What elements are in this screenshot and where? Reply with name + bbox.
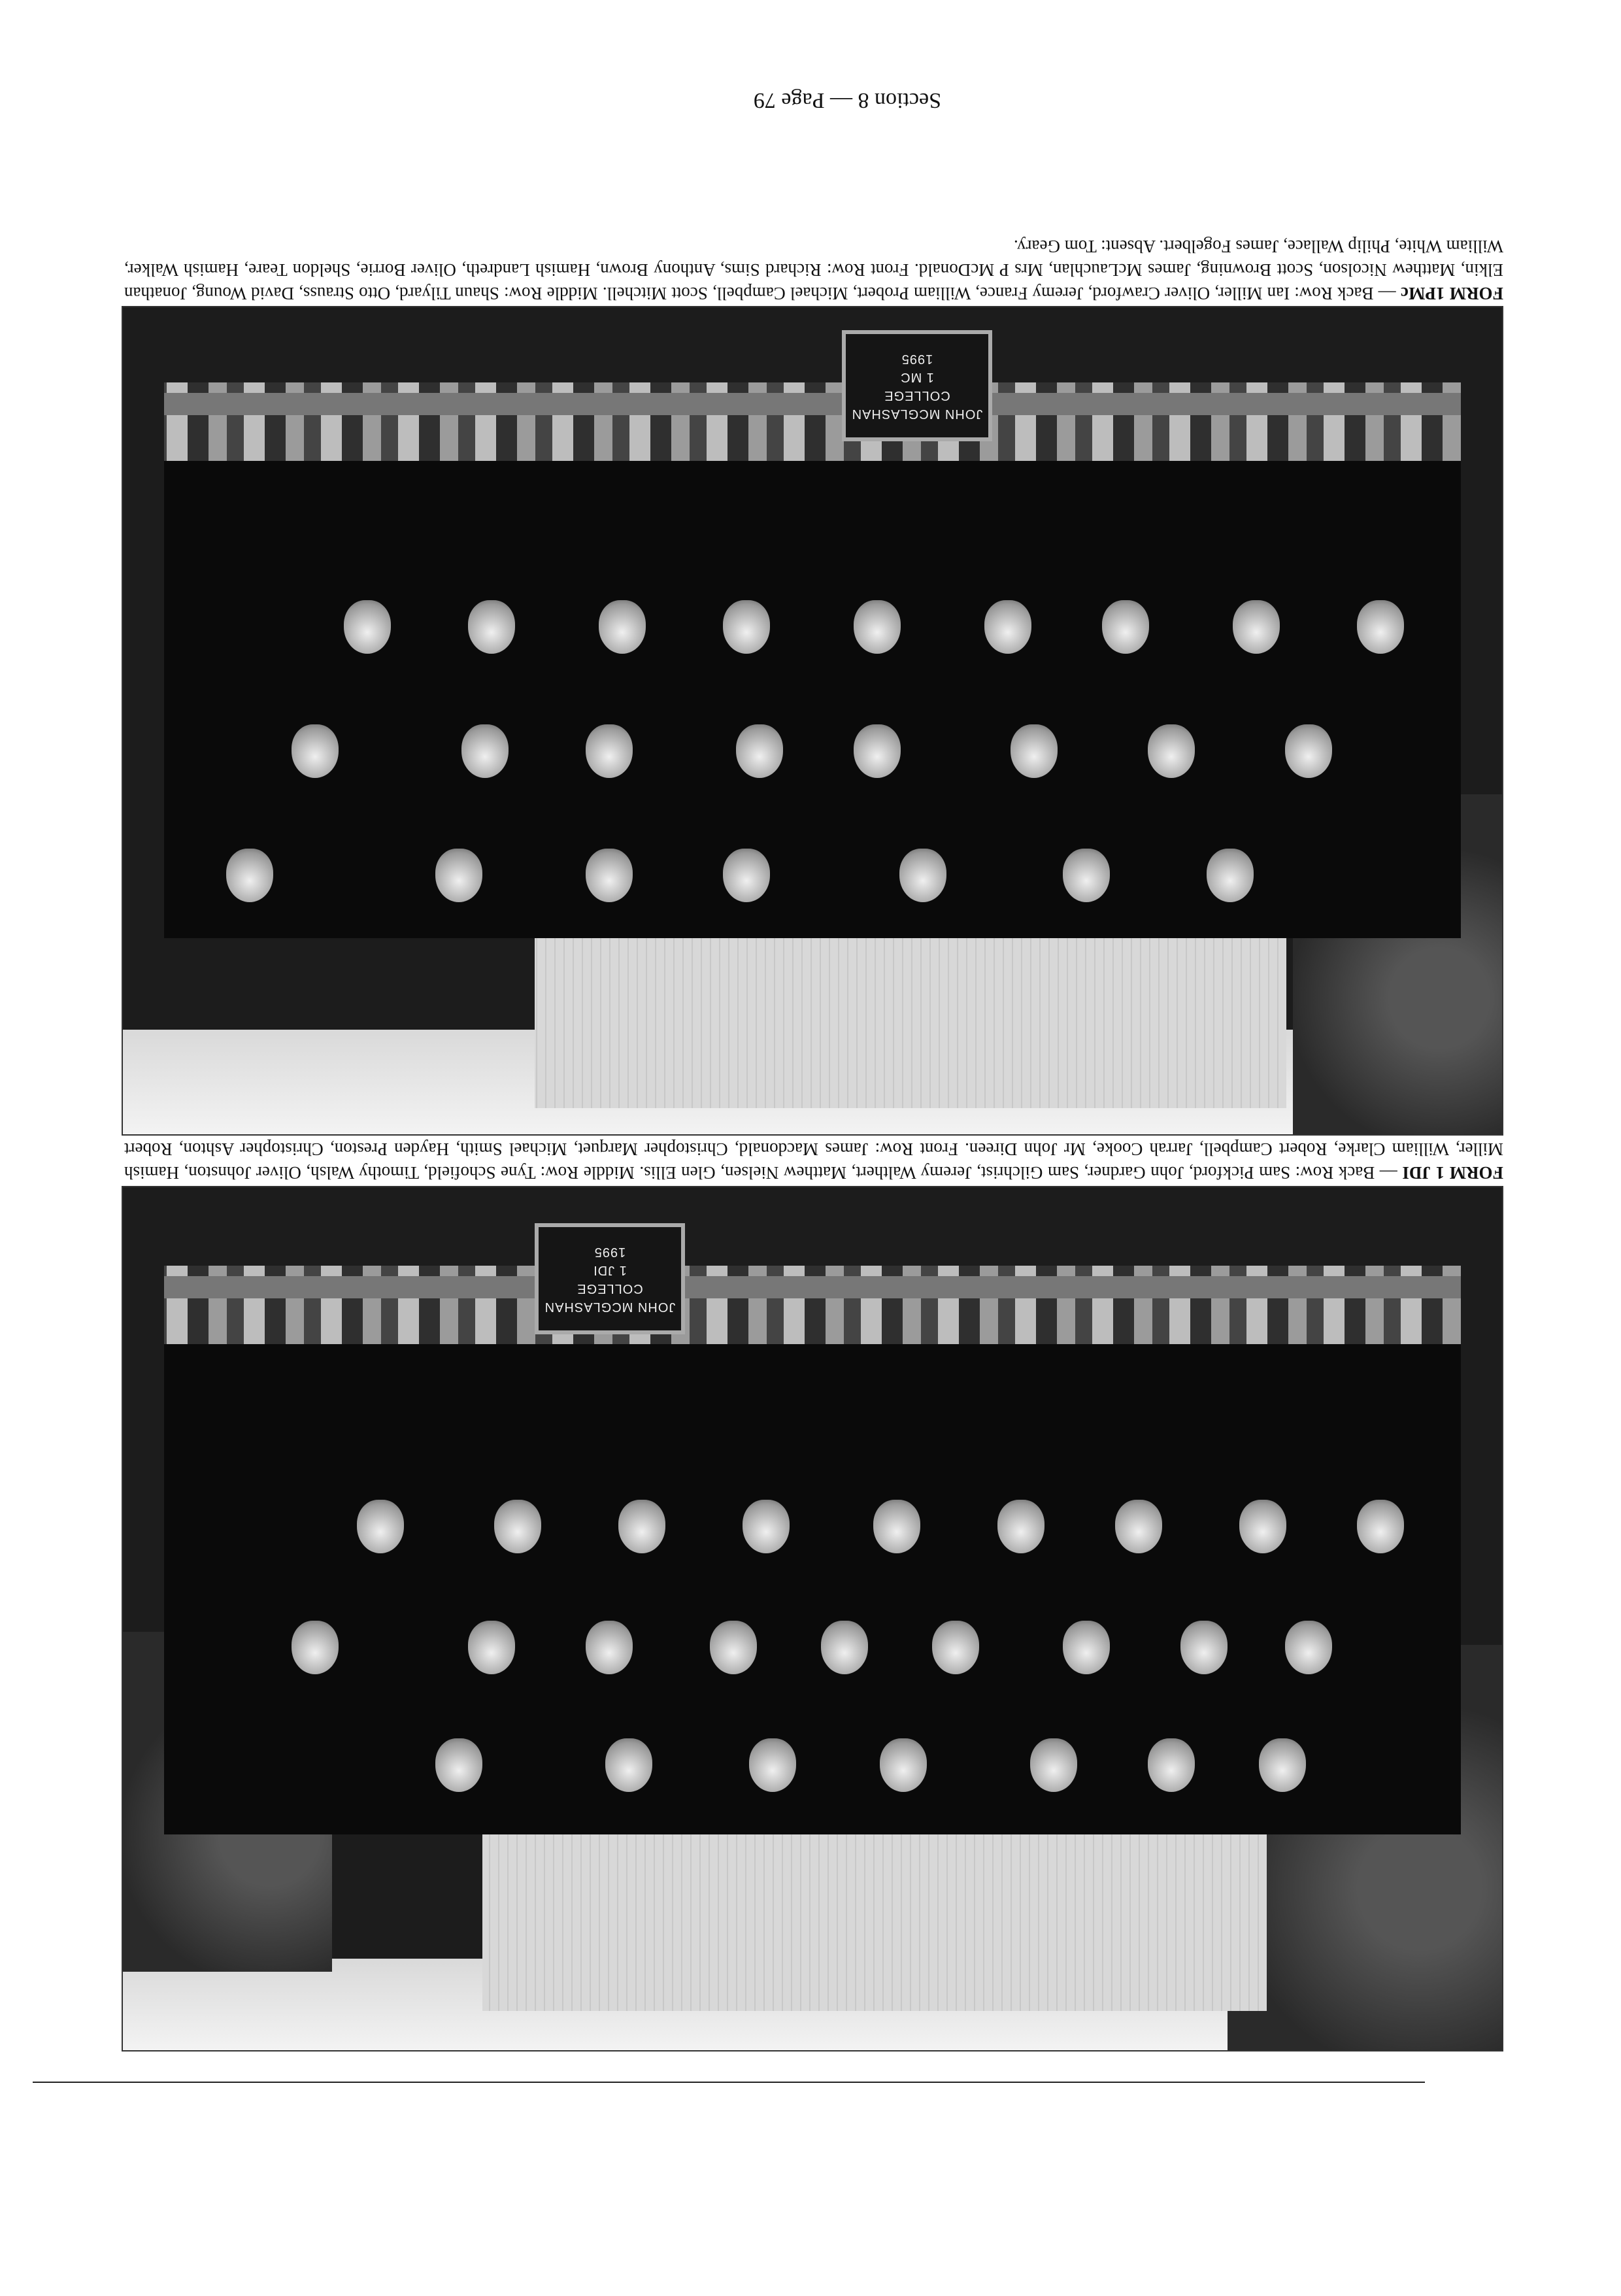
sign-line-4: 1995 (593, 1245, 626, 1259)
sign-line-4: 1995 (901, 352, 933, 366)
caption-names-1jdi: — Back Row: Sam Pickford, John Gardner, Sam Gilchrist, Jeremy Walthert, Matthew Nielsen, Glen Ellis. Middle Row: Tyne Schofield, Timothy Walsh, Oliver Johnston, Hamish Miller, William Clarke, Robert Campbell, Jarrah Cooke, Mr John Direen. Front Row: James Macdonald, Christopher Marquet, Michael Smith, Hayden Preston, Christopher Ashton, Robert (124, 1140, 1503, 1183)
top-rule (33, 2082, 1425, 2083)
sign-line-1: JOHN MCGLASHAN (544, 1300, 676, 1314)
sign-line-3: 1 MC (900, 370, 934, 384)
sign-line-2: COLLEGE (884, 388, 950, 403)
caption-1pmc (124, 235, 1503, 305)
caption-title-1pmc: FORM 1PMc (1400, 284, 1503, 303)
class-sign-1jdi (535, 1223, 685, 1334)
sign-line-1: JOHN MCGLASHAN (851, 407, 983, 421)
page-number: Section 8 — Page 79 (753, 88, 941, 112)
caption-names-1pmc: — Back Row: Ian Miller, Oliver Crawford, Jeremy France, William Probert, Michael Campbell, Scott Mitchell. Middle Row: Shaun Tilyard, Otto Strauss, David Woung, Jonathan Elkin, Matthew Nicolson, Scott Browning, James McLauchlan, Mrs P McDonald. Front Row: Richard Sims, Anthony Brown, Hamish Landreth, Oliver Borrie, Sheldon Teare, Hamish Walker, William White, Philip Wallace, James Fogelbert. Absent: Tom Geary. (124, 237, 1503, 303)
sign-line-2: COLLEGE (577, 1281, 643, 1296)
sign-line-3: 1 JDI (593, 1263, 627, 1277)
caption-title-1jdi: FORM 1 JDI (1402, 1163, 1503, 1183)
class-photo-1pmc (122, 306, 1503, 1136)
class-sign-1pmc (842, 330, 992, 441)
class-photo-1jdi (122, 1186, 1503, 2051)
